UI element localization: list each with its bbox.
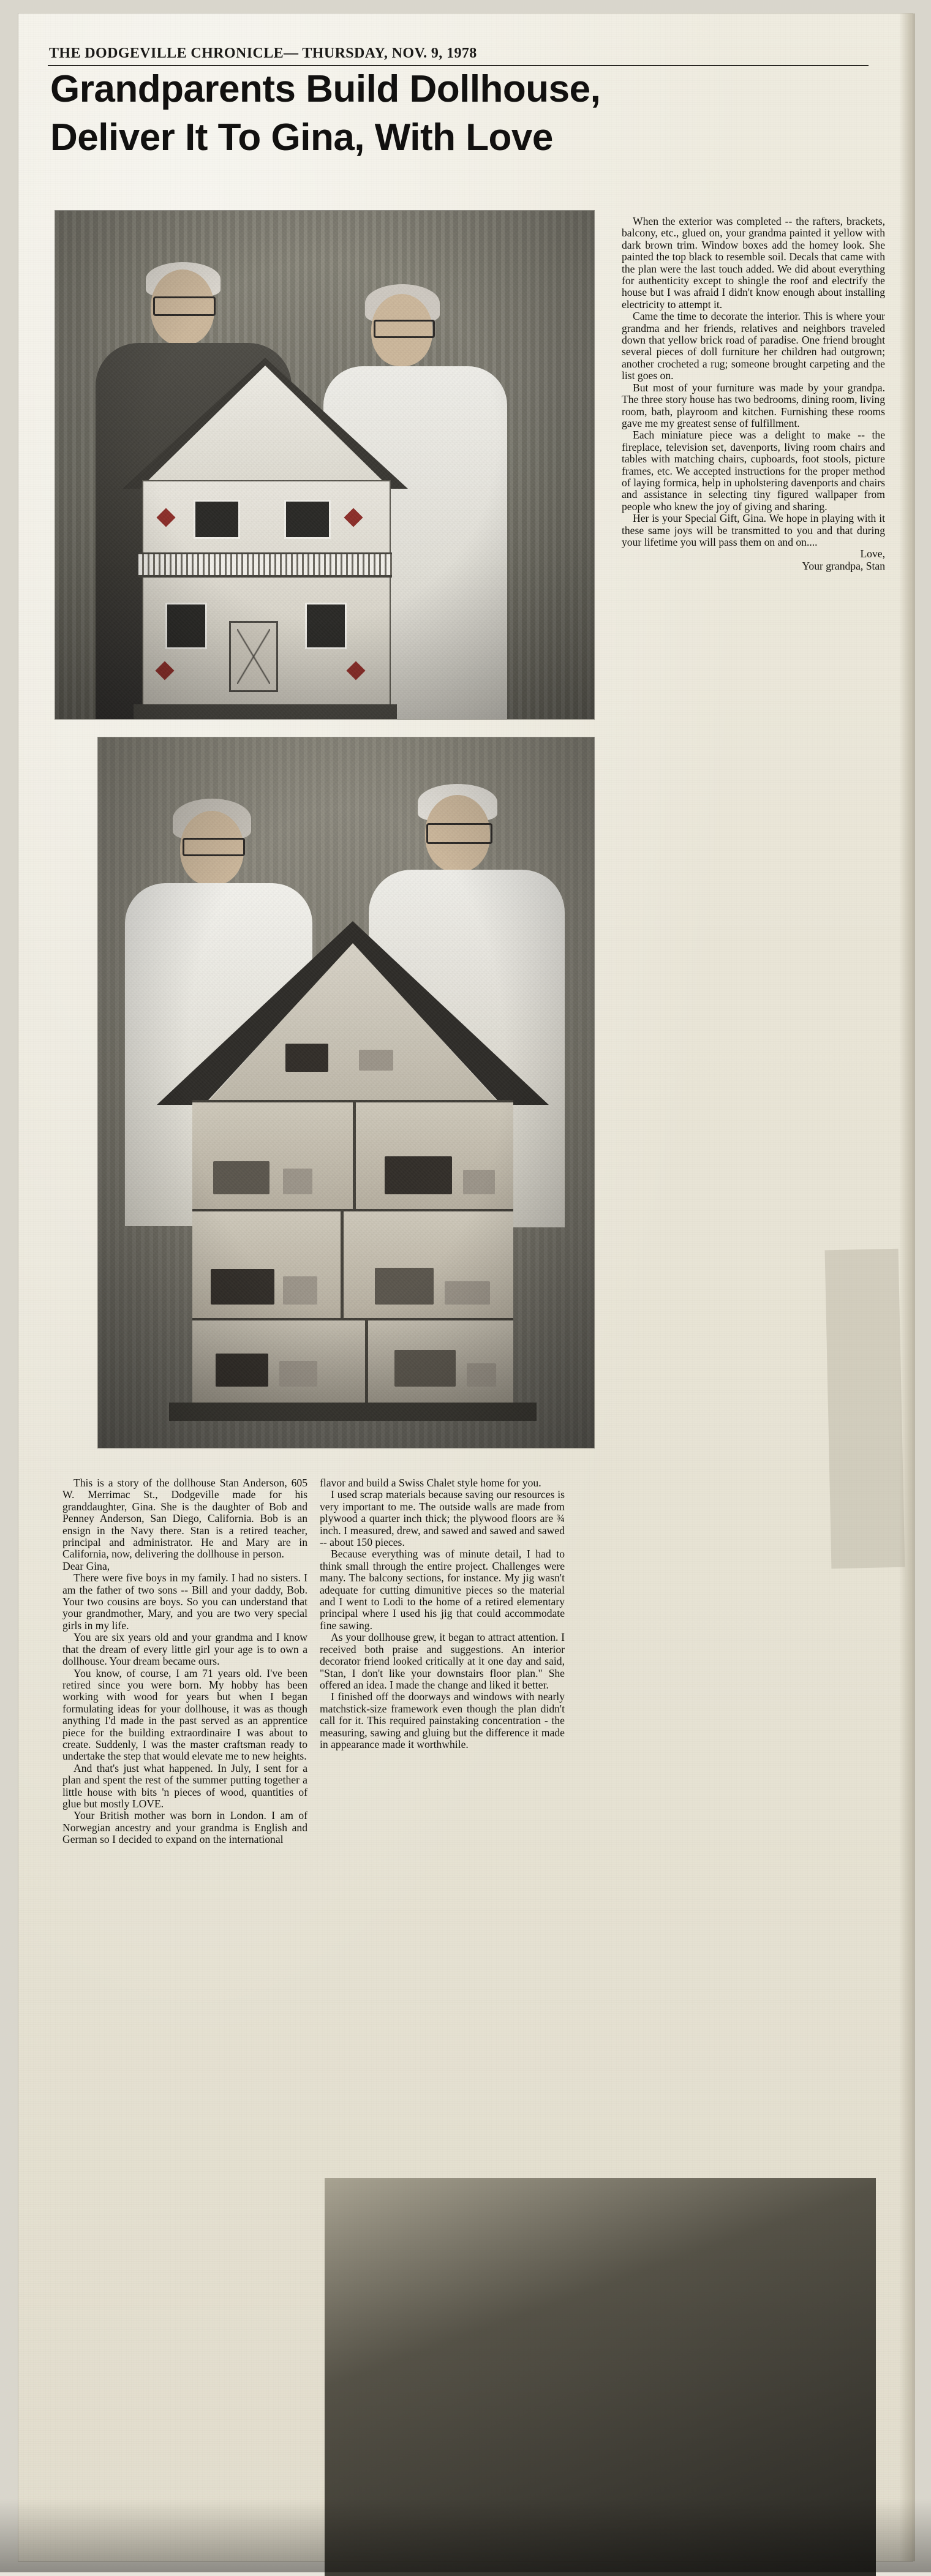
paragraph: As your dollhouse grew, it began to attract attention. I received both praise and suggestions. An interior decorator friend looked critically at it one day and said, "Stan, I don't like your downstairs floor plan." She offered an idea. I made the change and liked it better. <box>320 1631 565 1691</box>
paragraph: Each miniature piece was a delight to make -- the fireplace, television set, davenports, living room chairs and tables with matching chairs, cupboards, foot stools, picture frames, etc. We accepted instructions for the proper method of laying formica, help in upholstering davenports and chairs and assistance in selecting tiny figured wallpaper from people who knew the joy of giving and sharing. <box>622 429 885 513</box>
paragraph: Her is your Special Gift, Gina. We hope in playing with it these same joys will be transmitted to you and that during your lifetime you will pass them on and on.... <box>622 512 885 548</box>
paragraph: flavor and build a Swiss Chalet style home for you. <box>320 1477 541 1489</box>
photo-vignette <box>98 737 594 1448</box>
page-title <box>50 70 883 157</box>
paragraph: Because everything was of minute detail, I had to think small through the entire project. Challenges were many. The balcony sections, for instance. My jig wasn't adequate for cutting dimunitive pieces so the material and I went to Lodi to the home of a retired elementary principal where I used his jig that could accommodate fine sawing. <box>320 1548 565 1632</box>
paragraph: Came the time to decorate the interior. This is where your grandma and her friends, relatives and neighbors traveled down that yellow brick road of paradise. One friend brought several pieces of doll furniture her children had outgrown; another crocheted a rug; someone brought carpeting and the list goes on. <box>622 310 885 382</box>
photo-grandparents-with-open-dollhouse <box>98 737 594 1448</box>
article-column-middle <box>320 1477 565 1750</box>
paragraph: There were five boys in my family. I had no sisters. I am the father of two sons -- Bill and your daddy, Bob. Your two cousins are boys. So you can understand that your grandmother, Mary, and you are two very special girls in my life. <box>62 1572 307 1632</box>
paragraph: But most of your furniture was made by your grandpa. The three story house has two bedrooms, dining room, living room, bath, playroom and kitchen. Furnishing these rooms gave me my greatest sense of fulfillment. <box>622 381 885 429</box>
paragraph: You know, of course, I am 71 years old. I've been retired since you were born. My hobby has been working with wood for years but when I began formulating ideas for your dollhouse, it was as though anything I'd made in the past served as an apprentice piece for the building extraordinaire I was about to create. Suddenly, I was the master craftsman ready to undertake the step that would elevate me to new heights. <box>62 1666 307 1763</box>
bottom-shadow <box>0 2499 931 2572</box>
photo-vignette <box>55 211 594 719</box>
paragraph: When the exterior was completed -- the rafters, brackets, balcony, etc., glued on, your grandma painted it yellow with dark brown trim. Window boxes add the homey look. She painted the top black to resemble soil. Decals that came with the plan were the last touch added. We did about everything for authenticity except to shingle the roof and electrify the house but I was afraid I didn't know enough about installing electricity to attempt it. <box>622 215 885 311</box>
masthead-dateline: THE DODGEVILLE CHRONICLE— THURSDAY, NOV. 9, 1978 <box>49 45 477 61</box>
headline-line-2: Deliver It To Gina, With Love <box>50 116 553 159</box>
masthead-rule <box>48 65 869 66</box>
signature-name: Your grandpa, Stan <box>802 559 885 572</box>
paragraph: I used scrap materials because saving our resources is very important to me. The outside walls are made from plywood a quarter inch thick; the plywood floors are ¾ inch. I measured, drew, and sawed and sawed and sawed -- about 150 pieces. <box>320 1488 565 1549</box>
headline-line-1: Grandparents Build Dollhouse, <box>50 68 601 110</box>
article-column-right <box>622 216 885 572</box>
photo-grandparents-with-chalet-dollhouse <box>55 211 594 719</box>
paragraph: Your British mother was born in London. I am of Norwegian ancestry and your grandma is English and German so I decided to expand on the international <box>62 1809 307 1846</box>
paragraph: This is a story of the dollhouse Stan Anderson, 605 W. Merrimac St., Dodgeville made for his granddaughter, Gina. She is the daughter of Bob and Penney Anderson, San Diego, California. Bob is an ensign in the Navy there. Stan is a retired teacher, principal and administrator. He and Mary are in California, now, delivering the dollhouse in person. <box>62 1477 307 1561</box>
tape-artifact <box>825 1249 905 1569</box>
paragraph: And that's just what happened. In July, I sent for a plan and spent the rest of the summer putting together a little house with bits 'n pieces of wood, quantities of glue but mostly LOVE. <box>62 1761 307 1810</box>
signature-love: Love, <box>860 548 885 560</box>
article-column-left <box>62 1477 307 1846</box>
paragraph: You are six years old and your grandma and I know that the dream of every little girl your age is to own a dollhouse. Your dream became ours. <box>62 1631 307 1668</box>
paragraph: I finished off the doorways and windows with nearly matchstick-size framework even though the plan didn't call for it. This required painstaking concentration - the measuring, sawing and gluing but the difference it made in appearance made it worthwhile. <box>320 1690 565 1750</box>
salutation: Dear Gina, <box>62 1559 110 1572</box>
